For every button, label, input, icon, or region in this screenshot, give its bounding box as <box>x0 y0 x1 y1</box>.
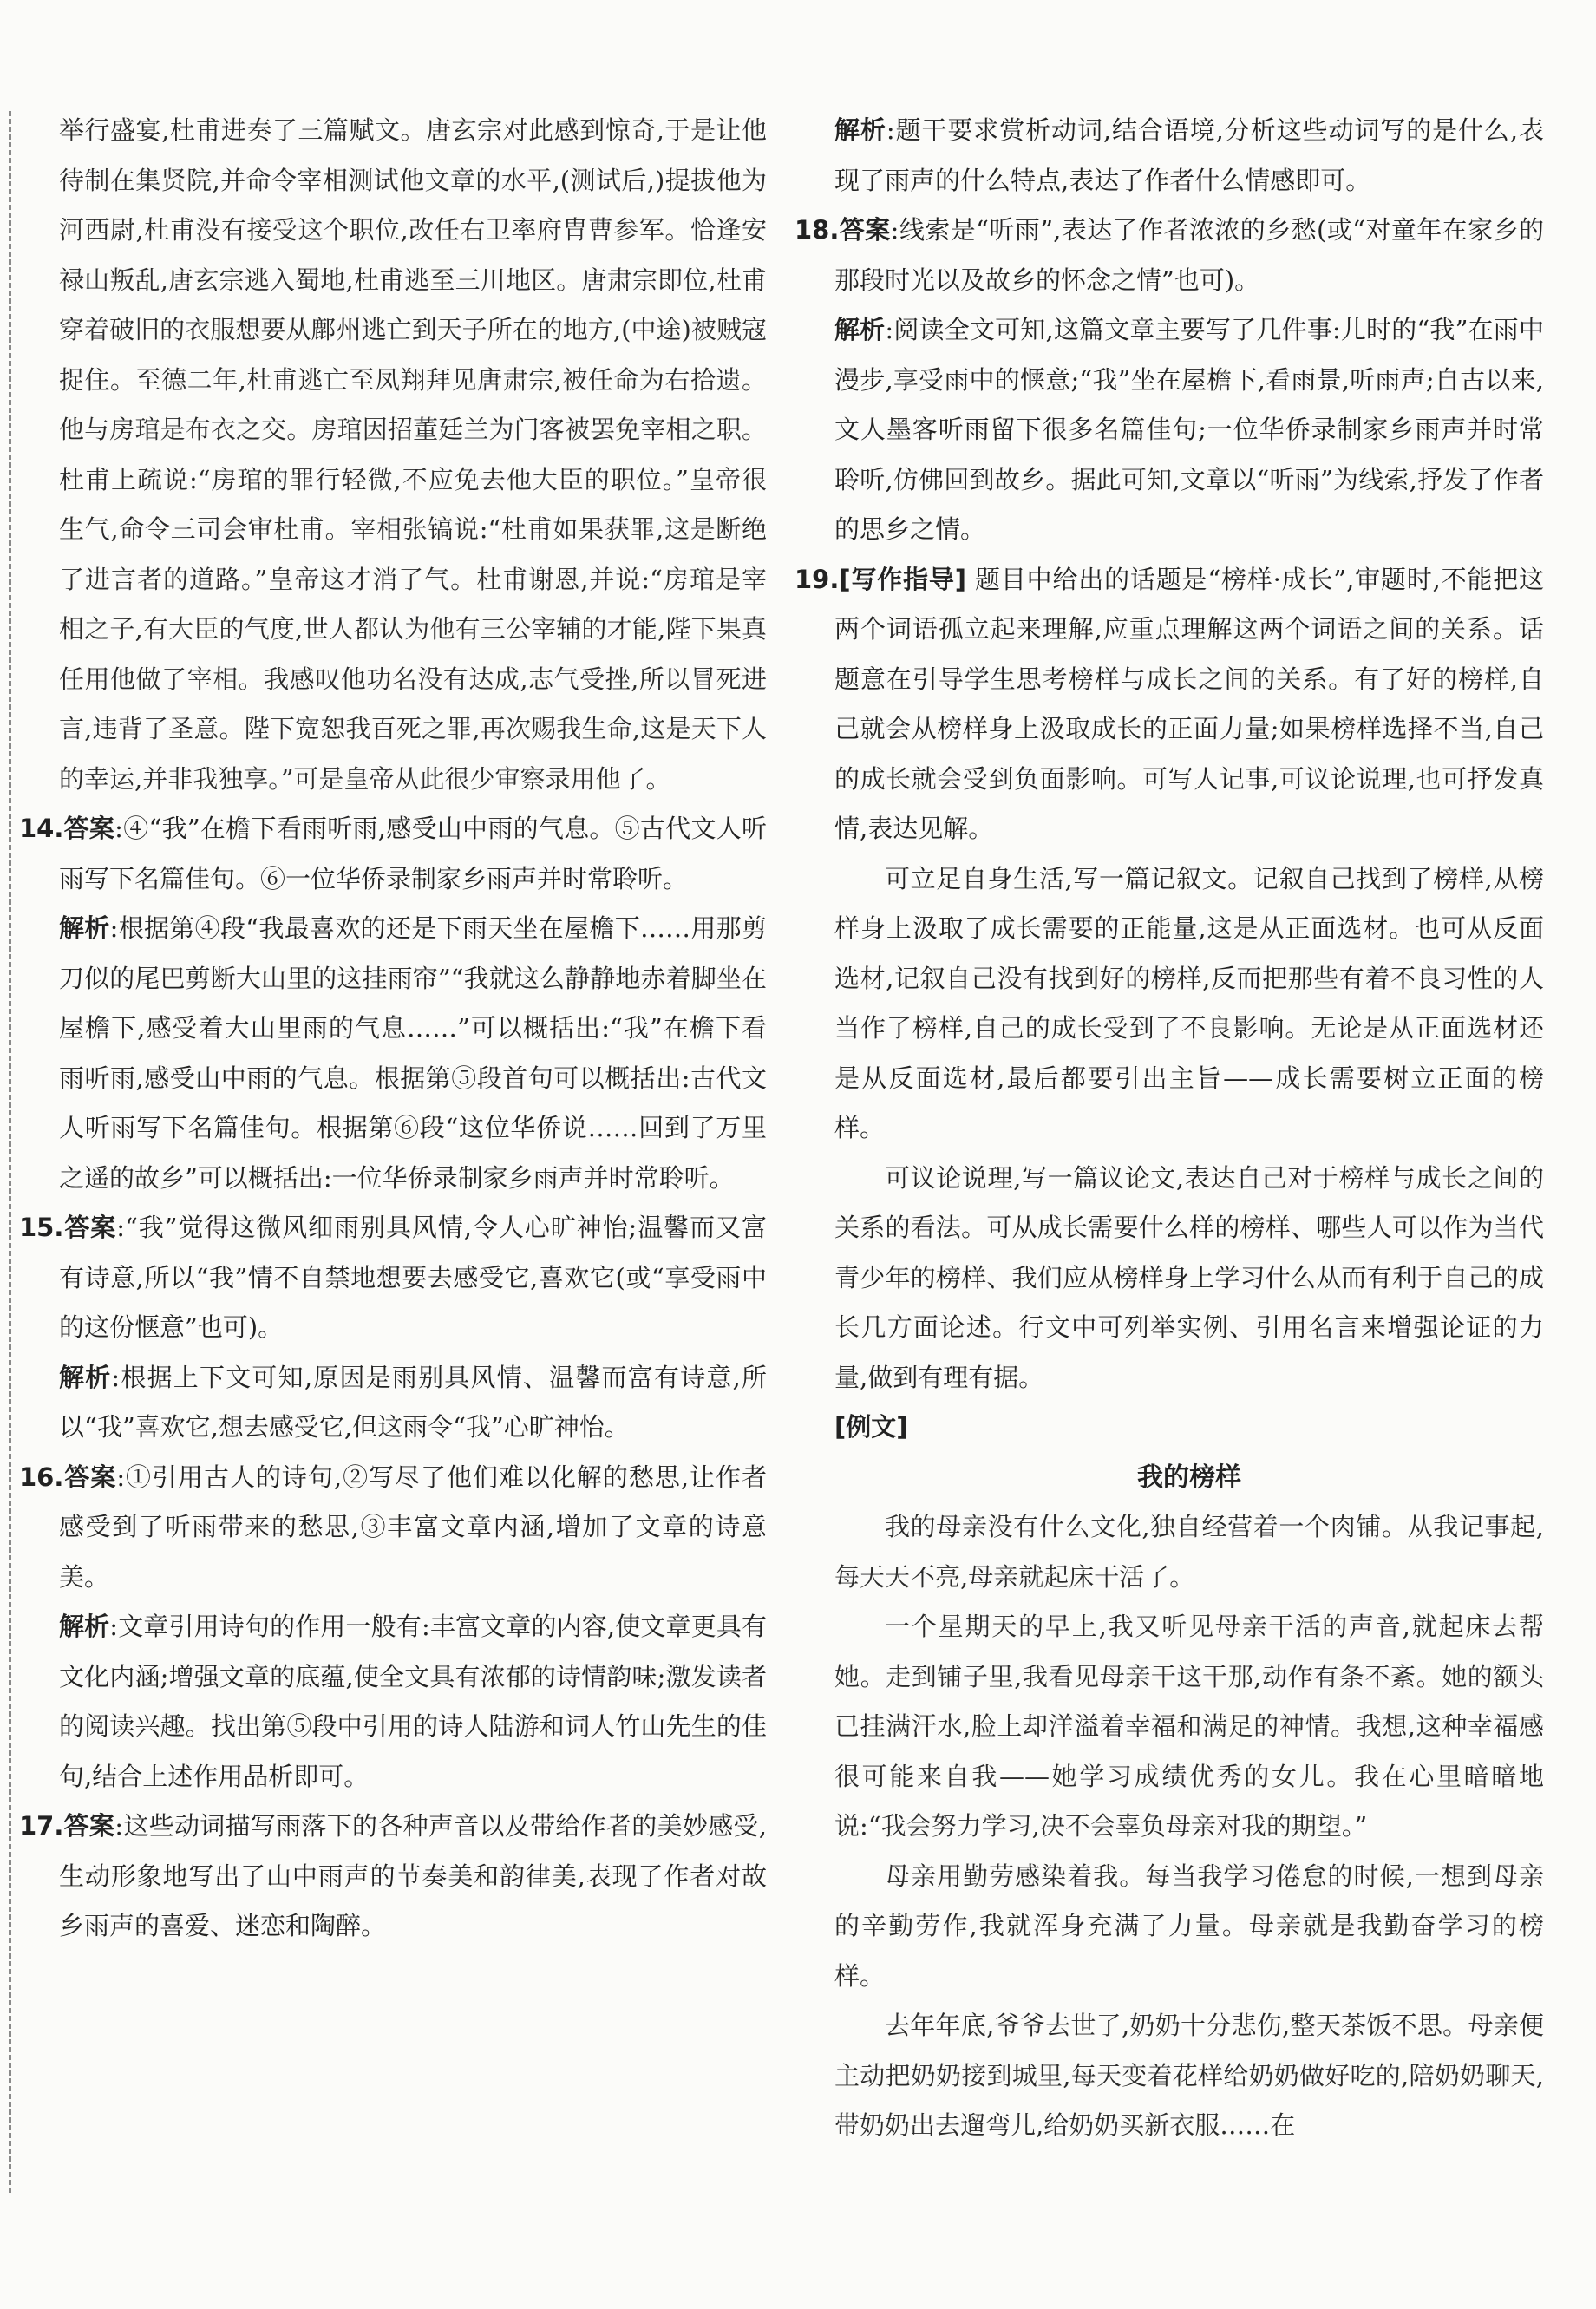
q17-explanation-text: :题干要求赏析动词,结合语境,分析这些动词写的是什么,表现了雨声的什么特点,表达了作者什么情感即可。 <box>834 115 1544 195</box>
essay-paragraph-3: 母亲用勤劳感染着我。每当我学习倦怠的时候,一想到母亲的辛勤劳作,我就浑身充满了力量。母亲就是我勤奋学习的榜样。 <box>834 1861 1544 1991</box>
q19-writing-guide <box>795 555 1544 854</box>
q16-answer <box>19 1453 767 1603</box>
q16-explanation-text: :文章引用诗句的作用一般有:丰富文章的内容,使文章更具有文化内涵;增强文章的底蕴,使全文具有浓郁的诗情韵味;激发读者的阅读兴趣。找出第⑤段中引用的诗人陆游和词人竹山先生的佳句,结合上述作用品析即可。 <box>59 1612 767 1791</box>
q19-guide-text: 题目中给出的话题是“榜样·成长”,审题时,不能把这两个词语孤立起来理解,应重点理解这两个词语之间的关系。话题意在引导学生思考榜样与成长之间的关系。有了好的榜样,自己就会从榜样身上汲取成长的正面力量;如果榜样选择不当,自己的成长就会受到负面影响。可写人记事,可议论说理,也可抒发真情,表达见解。 <box>834 564 1545 843</box>
q18-explanation-tag: 解析 <box>834 315 886 344</box>
right-column <box>795 106 1545 2151</box>
q15-explanation-text: :根据上下文可知,原因是雨别具风情、温馨而富有诗意,所以“我”喜欢它,想去感受它,但这雨令“我”心旷神怡。 <box>59 1362 767 1442</box>
q15-answer-text: :“我”觉得这微风细雨别具风情,令人心旷神怡;温馨而又富有诗意,所以“我”情不自禁地想要去感受它,喜欢它(或“享受雨中的这份惬意”也可)。 <box>59 1213 767 1342</box>
essay-paragraph-2: 一个星期天的早上,我又听见母亲干活的声音,就起床去帮她。走到铺子里,我看见母亲干这干那,动作有条不紊。她的额头已挂满汗水,脸上却洋溢着幸福和满足的神情。我想,这种幸福感很可能来自我——她学习成绩优秀的女儿。我在心里暗暗地说:“我会努力学习,决不会辜负母亲对我的期望。” <box>834 1612 1544 1841</box>
q14-explanation-text: :根据第④段“我最喜欢的还是下雨天坐在屋檐下……用那剪刀似的尾巴剪断大山里的这挂雨帘”“我就这么静静地赤着脚坐在屋檐下,感受着大山里雨的气息……”可以概括出:“我”在檐下看雨听雨,感受山中雨的气息。根据第⑤段首句可以概括出:古代文人听雨写下名篇佳句。根据第⑥段“这位华侨说……回到了万里之遥的故乡”可以概括出:一位华侨录制家乡雨声并时常聆听。 <box>59 913 767 1193</box>
q16-number: 16. <box>19 1462 64 1492</box>
q17-explanation-tag: 解析 <box>834 115 886 145</box>
q19-guide-paragraph-2: 可立足自身生活,写一篇记叙文。记叙自己找到了榜样,从榜样身上汲取了成长需要的正能量,这是从正面选材。也可从反面选材,记叙自己没有找到好的榜样,反而把那些有着不良习性的人当作了榜样,自己的成长受到了不良影响。无论是从正面选材还是从反面选材,最后都要引出主旨——成长需要树立正面的榜样。 <box>834 863 1544 1142</box>
q16-explanation <box>59 1602 767 1802</box>
binding-dashed-line <box>9 111 11 2193</box>
q16-answer-tag: 答案 <box>63 1462 117 1492</box>
q15-explanation <box>59 1353 767 1453</box>
q15-explanation-tag: 解析 <box>59 1362 112 1392</box>
q14-answer <box>19 804 767 904</box>
q18-number: 18. <box>795 215 840 245</box>
example-essay-tag: [例文] <box>834 1412 908 1442</box>
q18-explanation <box>834 305 1544 555</box>
q19-number: 19. <box>795 564 840 594</box>
q16-explanation-tag: 解析 <box>59 1612 110 1641</box>
q14-number: 14. <box>19 814 64 843</box>
q17-answer-tag: 答案 <box>63 1811 115 1841</box>
essay-title: 我的榜样 <box>1137 1462 1241 1493</box>
q15-answer-tag: 答案 <box>63 1213 117 1242</box>
q17-answer-text: :这些动词描写雨落下的各种声音以及带给作者的美妙感受,生动形象地写出了山中雨声的节奏美和韵律美,表现了作者对故乡雨声的喜爱、迷恋和陶醉。 <box>59 1811 767 1940</box>
q18-answer <box>795 206 1544 305</box>
q14-answer-text: :④“我”在檐下看雨听雨,感受山中雨的气息。⑤古代文人听雨写下名篇佳句。⑥一位华侨录制家乡雨声并时常聆听。 <box>59 814 767 893</box>
q19-guide-tag: [写作指导] <box>839 564 966 594</box>
q18-explanation-text: :阅读全文可知,这篇文章主要写了几件事:儿时的“我”在雨中漫步,享受雨中的惬意;“我”坐在屋檐下,看雨景,听雨声;自古以来,文人墨客听雨留下很多名篇佳句;一位华侨录制家乡雨声并时常聆听,仿佛回到故乡。据此可知,文章以“听雨”为线索,抒发了作者的思乡之情。 <box>834 315 1544 544</box>
q14-explanation-tag: 解析 <box>59 913 110 943</box>
q19-guide-paragraph-3: 可议论说理,写一篇议论文,表达自己对于榜样与成长之间的关系的看法。可从成长需要什么样的榜样、哪些人可以作为当代青少年的榜样、我们应从榜样身上学习什么从而有利于自己的成长几方面论述。行文中可列举实例、引用名言来增强论证的力量,做到有理有据。 <box>834 1162 1544 1392</box>
left-column <box>19 106 767 1952</box>
q18-answer-text: :线索是“听雨”,表达了作者浓浓的乡愁(或“对童年在家乡的那段时光以及故乡的怀念之情”也可)。 <box>834 215 1544 295</box>
q15-number: 15. <box>19 1213 64 1242</box>
q17-explanation <box>834 106 1544 206</box>
q14-explanation <box>59 904 767 1203</box>
q17-answer <box>19 1802 767 1952</box>
essay-paragraph-4: 去年年底,爷爷去世了,奶奶十分悲伤,整天茶饭不思。母亲便主动把奶奶接到城里,每天变着花样给奶奶做好吃的,陪奶奶聊天,带奶奶出去遛弯儿,给奶奶买新衣服……在 <box>834 2011 1544 2140</box>
q15-answer <box>19 1203 767 1353</box>
q18-answer-tag: 答案 <box>839 215 891 245</box>
q13-translation-continued: 举行盛宴,杜甫进奏了三篇赋文。唐玄宗对此感到惊奇,于是让他待制在集贤院,并命令宰相测试他文章的水平,(测试后,)提拔他为河西尉,杜甫没有接受这个职位,改任右卫率府胄曹参军。恰逢安禄山叛乱,唐玄宗逃入蜀地,杜甫逃至三川地区。唐肃宗即位,杜甫穿着破旧的衣服想要从鄜州逃亡到天子所在的地方,(中途)被贼寇捉住。至德二年,杜甫逃亡至凤翔拜见唐肃宗,被任命为右拾遗。他与房琯是布衣之交。房琯因招董廷兰为门客被罢免宰相之职。杜甫上疏说:“房琯的罪行轻微,不应免去他大臣的职位。”皇帝很生气,命令三司会审杜甫。宰相张镐说:“杜甫如果获罪,这是断绝了进言者的道路。”皇帝这才消了气。杜甫谢恩,并说:“房琯是宰相之子,有大臣的气度,世人都认为他有三公宰辅的才能,陛下果真任用他做了宰相。我感叹他功名没有达成,志气受挫,所以冒死进言,违背了圣意。陛下宽恕我百死之罪,再次赐我生命,这是天下人的幸运,并非我独享。”可是皇帝从此很少审察录用他了。 <box>59 115 767 794</box>
q16-answer-text: :①引用古人的诗句,②写尽了他们难以化解的愁思,让作者感受到了听雨带来的愁思,③丰富文章内涵,增加了文章的诗意美。 <box>59 1462 767 1592</box>
essay-paragraph-1: 我的母亲没有什么文化,独自经营着一个肉铺。从我记事起,每天天不亮,母亲就起床干活了。 <box>834 1512 1544 1592</box>
q17-number: 17. <box>19 1811 64 1841</box>
q14-answer-tag: 答案 <box>63 814 115 843</box>
